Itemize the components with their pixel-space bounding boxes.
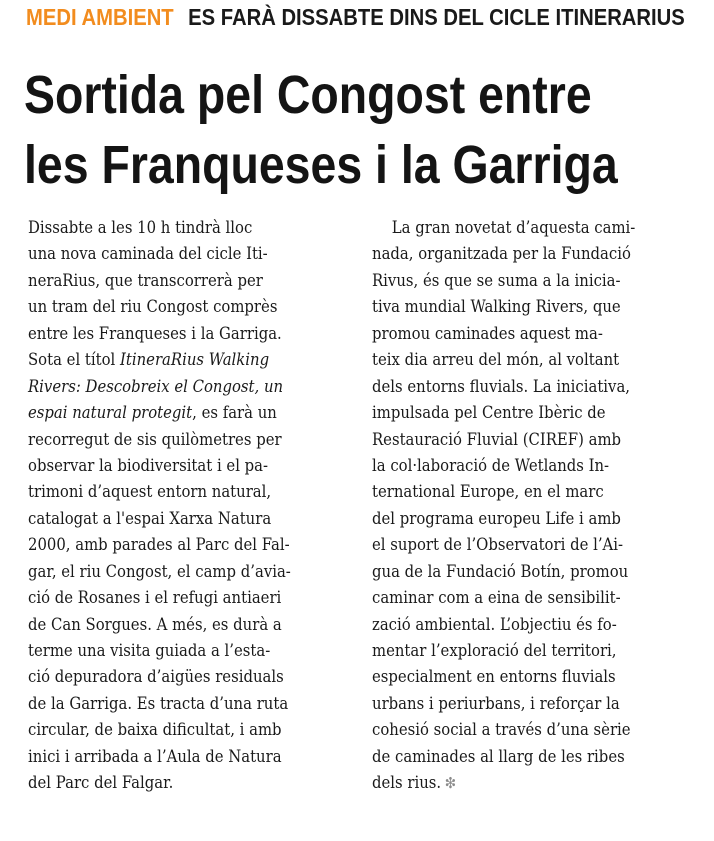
text-line: impulsada pel Centre Ibèric de: [372, 403, 606, 423]
text-line: mentar l’exploració del territori,: [372, 641, 617, 660]
headline: [24, 60, 618, 200]
text-line: zació ambiental. L’objectiu és fo-: [372, 614, 617, 634]
text-line: [28, 400, 343, 426]
text-line: la col·laboració de Wetlands In-: [372, 455, 610, 475]
text-line: [372, 770, 687, 796]
text-line: tiva mundial Walking Rivers, que: [372, 297, 621, 317]
text-line: nada, organitzada per la Fundació: [372, 244, 631, 264]
text-line: observar la biodiversitat i el pa-: [28, 455, 269, 475]
text-line: terme una visita guiada a l’esta-: [28, 641, 271, 660]
text-line: 2000, amb parades al Parc del Fal-: [28, 535, 290, 555]
text-line: caminar com a eina de sensibilit-: [372, 588, 621, 608]
text-line: neraRius, que transcorrerà per: [28, 270, 263, 290]
text-line: Rivus, és que se suma a la inicia-: [372, 270, 621, 290]
event-title-italic: espai natural protegit: [28, 403, 193, 423]
text-line: promou caminades aquest ma-: [372, 323, 603, 343]
text-line: ció de Rosanes i el refugi antiaeri: [28, 588, 282, 608]
text-line: el suport de l’Observatori de l’Ai-: [372, 535, 624, 555]
text-line: del programa europeu Life i amb: [372, 508, 621, 528]
text-run: dels rius.: [372, 773, 442, 793]
end-mark-icon: ❇: [444, 774, 457, 793]
section-label: MEDI AMBIENT: [26, 4, 174, 30]
text-line: Dissabte a les 10 h tindrà lloc: [28, 218, 253, 237]
text-run: Sota el títol: [28, 350, 121, 370]
text-line: entre les Franqueses i la Garriga.: [28, 323, 282, 343]
text-line: un tram del riu Congost comprès: [28, 297, 278, 317]
text-line: una nova caminada del cicle Iti-: [28, 244, 268, 264]
text-line: especialment en entorns fluvials: [372, 667, 616, 687]
text-line: La gran novetat d’aquesta cami-: [391, 218, 636, 237]
body-column-right: [372, 215, 714, 797]
text-line: gar, el riu Congost, el camp d’avia-: [28, 561, 291, 581]
headline-line-2: les Franqueses i la Garriga: [24, 135, 618, 195]
text-line: teix dia arreu del món, al voltant: [372, 350, 620, 370]
text-line: gua de la Fundació Botín, promou: [372, 561, 629, 581]
text-line: inici i arribada a l’Aula de Natura: [28, 746, 282, 766]
text-line: de la Garriga. Es tracta d’una ruta: [28, 693, 289, 713]
text-line: circular, de baixa dificultat, i amb: [28, 720, 282, 740]
text-line: trimoni d’aquest entorn natural,: [28, 482, 272, 502]
text-line: de caminades al llarg de les ribes: [372, 746, 625, 766]
text-line: del Parc del Falgar.: [28, 773, 174, 793]
text-line: de Can Sorgues. A més, es durà a: [28, 614, 282, 634]
text-line: urbans i periurbans, i reforçar la: [372, 693, 620, 713]
text-line: cohesió social a través d’una sèrie: [372, 720, 631, 740]
text-line: ternational Europe, en el marc: [372, 482, 604, 502]
text-line: catalogat a l'espai Xarxa Natura: [28, 508, 272, 528]
text-line: recorregut de sis quilòmetres per: [28, 429, 282, 449]
article-kicker: [26, 2, 685, 32]
text-line: Restauració Fluvial (CIREF) amb: [372, 429, 622, 449]
event-title-italic: Rivers: Descobreix el Congost, un: [28, 376, 284, 396]
body-column-left: [28, 215, 378, 797]
text-line: dels entorns fluvials. La iniciativa,: [372, 376, 631, 396]
kicker-subhead: ES FARÀ DISSABTE DINS DEL CICLE ITINERARIUS: [188, 4, 685, 30]
text-line: [28, 347, 343, 373]
event-title-italic: ItineraRius Walking: [120, 350, 270, 370]
text-run: , es farà un: [192, 403, 277, 423]
text-line: ció depuradora d’aigües residuals: [28, 667, 284, 687]
headline-line-1: Sortida pel Congost entre: [24, 65, 592, 125]
